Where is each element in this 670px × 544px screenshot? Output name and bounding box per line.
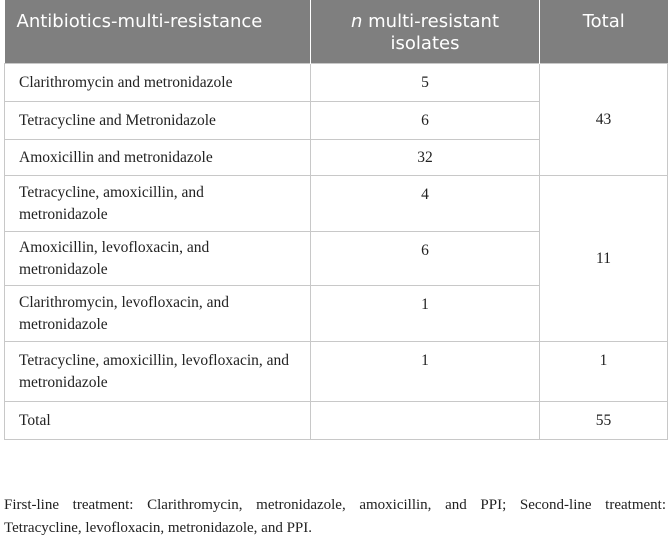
- row-n: 6: [311, 102, 540, 140]
- row-n: 6: [311, 232, 540, 286]
- header-n-symbol: n: [350, 11, 363, 32]
- grand-total: 55: [540, 402, 668, 440]
- row-name: Clarithromycin, levofloxacin, and metronidazole: [5, 286, 311, 342]
- row-n: 5: [311, 64, 540, 102]
- row-name: Clarithromycin and metronidazole: [5, 64, 311, 102]
- total-label: Total: [5, 402, 311, 440]
- group-total: 43: [540, 64, 668, 176]
- row-name: Tetracycline and Metronidazole: [5, 102, 311, 140]
- table-row: [5, 342, 668, 402]
- resistance-table: [4, 0, 668, 440]
- header-n-label: multi-resistant isolates: [362, 11, 500, 54]
- group-total: 11: [540, 176, 668, 342]
- row-name: Tetracycline, amoxicillin, and metronidazole: [5, 176, 311, 232]
- header-total: Total: [540, 0, 668, 64]
- row-n: 32: [311, 140, 540, 176]
- row-name: Tetracycline, amoxicillin, levofloxacin, and metronidazole: [5, 342, 311, 402]
- table-footnote: First-line treatment: Clarithromycin, metronidazole, amoxicillin, and PPI; Second-line treatment: Tetracycline, levofloxacin, metronidazole, and PPI.: [4, 497, 666, 536]
- table-row: [5, 64, 668, 102]
- row-n: 4: [311, 176, 540, 232]
- total-n: [311, 402, 540, 440]
- header-n-isolates: [311, 0, 540, 64]
- row-name: Amoxicillin, levofloxacin, and metronidazole: [5, 232, 311, 286]
- total-row: [5, 402, 668, 440]
- row-n: 1: [311, 286, 540, 342]
- row-name: Amoxicillin and metronidazole: [5, 140, 311, 176]
- row-n: 1: [311, 342, 540, 402]
- table-header-row: [5, 0, 668, 64]
- table-row: [5, 176, 668, 232]
- header-antibiotics: Antibiotics-multi-resistance: [5, 0, 311, 64]
- group-total: 1: [540, 342, 668, 402]
